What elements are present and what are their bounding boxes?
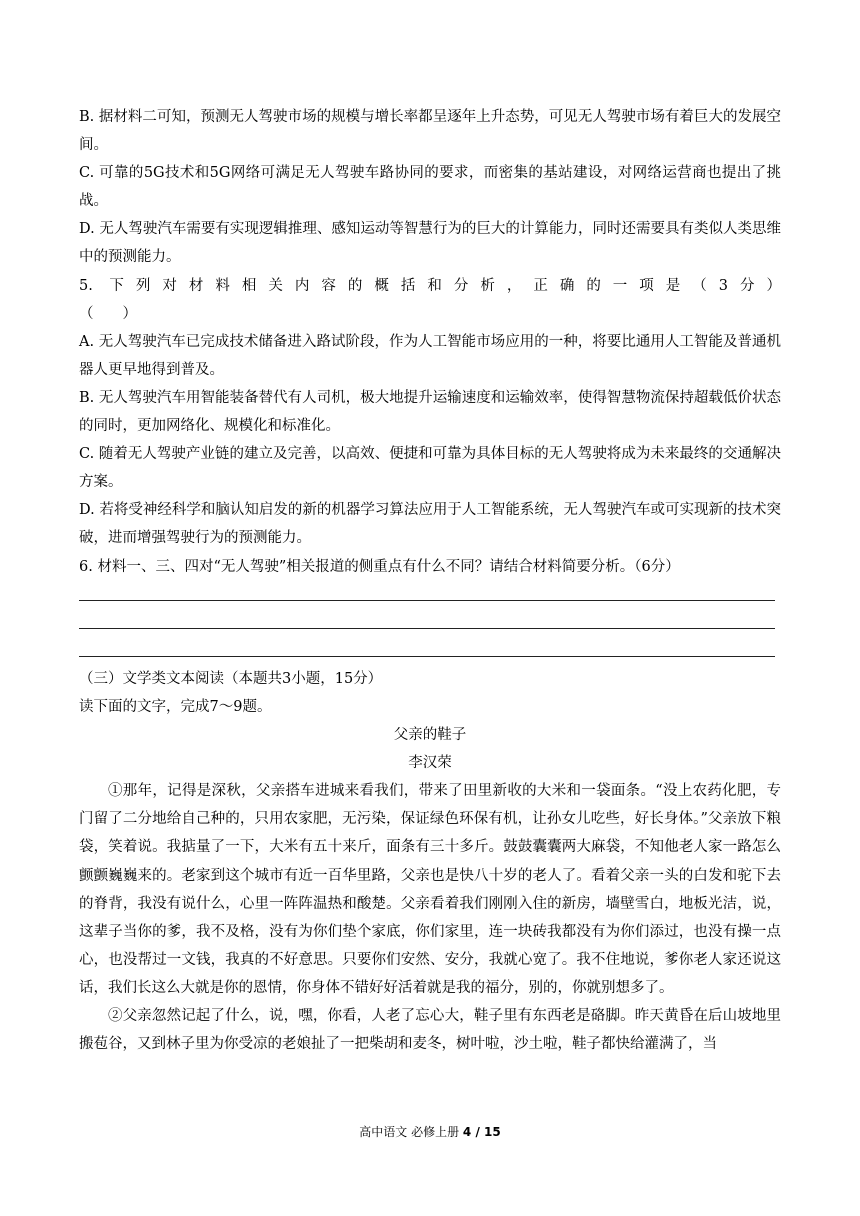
answer-line (79, 637, 781, 665)
q4-option-b: B. 据材料二可知，预测无人驾驶市场的规模与增长率都呈逐年上升态势，可见无人驾驶市场有着巨大的发展空间。 (79, 109, 781, 154)
q4-option-d: D. 无人驾驶汽车需要有实现逻辑推理、感知运动等智慧行为的巨大的计算能力，同时还需要具有类似人类思维中的预测能力。 (79, 221, 781, 266)
section-heading: （三）文学类文本阅读（本题共3小题，15分） (79, 670, 383, 687)
footer-label: 高中语文 必修上册 (359, 1125, 463, 1139)
article-paragraph-2: ②父亲忽然记起了什么，说，嘿，你看，人老了忘心大，鞋子里有东西老是硌脚。昨天黄昏在后山坡地里搬苞谷，又到林子里为你受凉的老娘扯了一把柴胡和麦冬，树叶啦，沙土啦，鞋子都快给灌满了，当 (79, 1008, 781, 1053)
article-paragraph-1: ①那年，记得是深秋，父亲搭车进城来看我们，带来了田里新收的大米和一袋面条。“没上农药化肥，专门留了二分地给自己种的，只用农家肥，无污染，保证绿色环保有机，让孙女儿吃些，好长身体。”父亲放下粮袋，笑着说。我掂量了一下，大米有五十来斤，面条有三十多斤。鼓鼓囊囊两大麻袋，不知他老人家一路怎么颤颤巍巍来的。老家到这个城市有近一百华里路，父亲也是快八十岁的老人了。看着父亲一头的白发和驼下去的脊背，我没有说什么，心里一阵阵温热和酸楚。父亲看着我们刚刚入住的新房，墙壁雪白，地板光洁，说，这辈子当你的爹，我不及格，没有为你们垫个家底，你们家里，连一块砖我都没有为你们添过，也没有操一点心，也没帮过一文钱，我真的不好意思。只要你们安然、安分，我就心宽了。我不住地说，爹你老人家还说这话，我们长这么大就是你的恩情，你身体不错好好活着就是我的福分，别的，你就别想多了。 (79, 783, 781, 996)
answer-line (79, 581, 781, 609)
article-author: 李汉荣 (408, 755, 452, 772)
q4-option-c: C. 可靠的5G技术和5G网络可满足无人驾驶车路协同的要求，而密集的基站建设，对网络运营商也提出了挑战。 (79, 165, 781, 210)
q5-option-a: A. 无人驾驶汽车已完成技术储备进入路试阶段，作为人工智能市场应用的一种，将要比通用人工智能及普通机器人更早地得到普及。 (79, 333, 781, 378)
page-footer (0, 1124, 860, 1140)
q5-option-d: D. 若将受神经科学和脑认知启发的新的机器学习算法应用于人工智能系统，无人驾驶汽车或可实现新的技术突破，进而增强驾驶行为的预测能力。 (79, 502, 781, 547)
page-content (79, 103, 781, 1058)
answer-line (79, 609, 781, 637)
page-number: 4 / 15 (462, 1125, 501, 1139)
q5-answer-blank: （ ） (79, 305, 137, 322)
reading-instruction: 读下面的文字，完成7～9题。 (79, 698, 272, 715)
q6-stem: 6. 材料一、三、四对“无人驾驶”相关报道的侧重点有什么不同？请结合材料简要分析。（6分） (79, 558, 680, 575)
q5-option-c: C. 随着无人驾驶产业链的建立及完善，以高效、便捷和可靠为具体目标的无人驾驶将成为未来最终的交通解决方案。 (79, 446, 781, 491)
q5-stem: 5. 下列对材料相关内容的概括和分析，正确的一项是（3分） (79, 277, 781, 294)
q5-option-b: B. 无人驾驶汽车用智能装备替代有人司机，极大地提升运输速度和运输效率，使得智慧物流保持超载低价状态的同时，更加网络化、规模化和标准化。 (79, 389, 781, 435)
article-title: 父亲的鞋子 (393, 727, 467, 744)
